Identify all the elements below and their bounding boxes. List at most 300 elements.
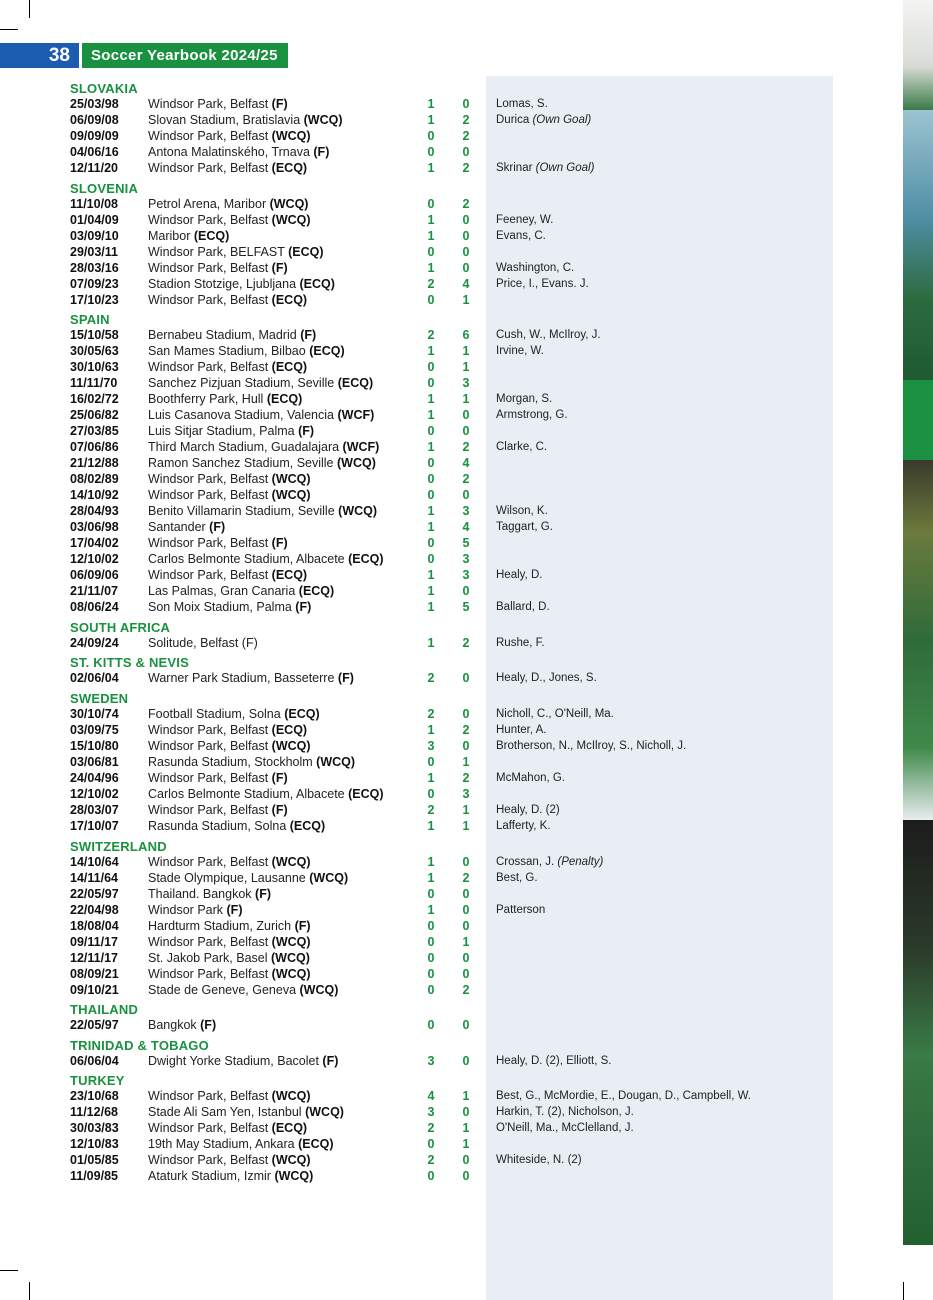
score-opponent: 0	[462, 671, 470, 686]
score-ni: 1	[427, 504, 435, 519]
match-competition: (WCQ)	[271, 854, 311, 869]
score-ni: 0	[427, 918, 435, 933]
scorers-cell	[496, 1104, 634, 1120]
match-competition: (WCQ)	[271, 1089, 311, 1104]
scorers: McMahon, G.	[496, 771, 566, 784]
score-opponent: 1	[462, 1137, 470, 1152]
match-venue: 19th May Stadium, Ankara	[148, 1137, 295, 1152]
score-ni: 2	[427, 1153, 435, 1168]
match-date: 03/09/75	[70, 722, 119, 737]
match-date: 12/10/83	[70, 1137, 119, 1152]
match-row	[70, 471, 770, 487]
score-opponent: 2	[462, 722, 470, 737]
match-date: 06/09/08	[70, 113, 119, 127]
match-row	[70, 503, 770, 519]
score-ni: 1	[427, 212, 435, 227]
match-row	[70, 567, 770, 583]
match-competition: (F)	[271, 260, 288, 275]
match-venue-cell	[148, 359, 307, 375]
match-venue-cell	[148, 754, 355, 770]
scorers-cell	[496, 96, 548, 112]
match-venue: Windsor Park, Belfast	[148, 770, 269, 785]
match-venue-cell	[148, 160, 307, 176]
score-opponent: 2	[462, 113, 470, 127]
match-row	[70, 375, 770, 391]
match-competition: (WCQ)	[305, 1105, 344, 1120]
score-opponent: 2	[462, 472, 470, 487]
scorers-cell	[496, 599, 550, 615]
match-venue: Windsor Park, Belfast	[148, 161, 269, 175]
scorers-cell	[496, 276, 589, 292]
crop-mark	[0, 1270, 18, 1271]
score-ni: 0	[427, 1018, 435, 1033]
match-venue-cell	[148, 96, 288, 112]
match-row	[70, 160, 770, 176]
score-opponent: 0	[462, 738, 470, 753]
score-opponent: 0	[462, 706, 470, 721]
score-opponent: 0	[462, 488, 470, 503]
match-venue-cell	[148, 870, 348, 886]
match-row	[70, 886, 770, 902]
match-row	[70, 343, 770, 359]
score-opponent: 1	[462, 802, 470, 817]
match-row	[70, 112, 770, 128]
match-competition: (F)	[200, 1018, 217, 1033]
match-venue: Football Stadium, Solna	[148, 706, 281, 721]
match-row	[70, 551, 770, 567]
score-ni: 1	[427, 228, 435, 243]
score-ni: 3	[427, 1105, 435, 1120]
match-date: 08/02/89	[70, 472, 119, 487]
match-date: 08/06/24	[70, 600, 119, 615]
match-venue-cell	[148, 854, 311, 870]
match-venue-cell	[148, 228, 229, 244]
country-heading: SLOVAKIA	[70, 81, 138, 96]
match-date: 09/10/21	[70, 982, 119, 997]
score-opponent: 0	[462, 966, 470, 981]
match-date: 02/06/04	[70, 671, 119, 686]
match-date: 24/09/24	[70, 635, 119, 650]
score-ni: 1	[427, 520, 435, 535]
match-row	[70, 966, 770, 982]
match-competition: (F)	[313, 145, 330, 159]
score-opponent: 1	[462, 754, 470, 769]
score-opponent: 2	[462, 161, 470, 175]
score-ni: 0	[427, 886, 435, 901]
match-row	[70, 407, 770, 423]
score-opponent: 4	[462, 520, 470, 535]
score-ni: 1	[427, 600, 435, 615]
score-ni: 0	[427, 950, 435, 965]
score-ni: 0	[427, 456, 435, 471]
match-competition: (ECQ)	[299, 276, 335, 291]
scorers-cell	[496, 635, 545, 651]
match-date: 07/06/86	[70, 440, 119, 455]
scorers: Durica	[496, 114, 530, 126]
match-competition: (WCQ)	[271, 738, 311, 753]
photo-segment	[903, 820, 933, 1245]
score-ni: 1	[427, 392, 435, 407]
match-venue: Luis Sitjar Stadium, Palma	[148, 424, 295, 439]
match-row	[70, 722, 770, 738]
score-ni: 1	[427, 854, 435, 869]
match-venue: Solitude, Belfast (F)	[148, 635, 258, 650]
match-venue-cell	[148, 1136, 334, 1152]
match-date: 12/10/02	[70, 552, 119, 567]
country-heading: SPAIN	[70, 312, 110, 328]
match-date: 24/04/96	[70, 770, 119, 785]
scorers-cell	[496, 567, 542, 583]
match-competition: (F)	[295, 600, 312, 615]
match-competition: (ECQ)	[284, 706, 320, 721]
match-venue-cell	[148, 1088, 311, 1104]
match-competition: (F)	[271, 536, 288, 551]
scorers-cell	[496, 519, 553, 535]
match-competition: (F)	[209, 520, 226, 535]
match-date: 22/04/98	[70, 902, 119, 917]
scorers: Wilson, K.	[496, 505, 548, 518]
match-venue: Windsor Park, Belfast	[148, 854, 269, 869]
match-venue-cell	[148, 802, 288, 818]
match-row	[70, 870, 770, 886]
scorers-cell	[496, 1152, 582, 1168]
scorers-cell	[496, 391, 552, 407]
match-date: 21/11/07	[70, 584, 118, 599]
score-ni: 2	[427, 671, 435, 686]
country-section	[70, 312, 770, 615]
score-ni: 0	[427, 536, 435, 551]
match-venue-cell	[148, 391, 302, 407]
match-date: 03/06/98	[70, 520, 119, 535]
scorers: Lafferty, K.	[496, 819, 551, 832]
score-ni: 1	[427, 635, 435, 650]
match-venue: Dwight Yorke Stadium, Bacolet	[148, 1053, 319, 1068]
match-venue-cell	[148, 1152, 311, 1168]
match-venue-cell	[148, 1104, 344, 1120]
scorers: Brotherson, N., McIlroy, S., Nicholl, J.	[496, 739, 687, 752]
score-ni: 2	[427, 1121, 435, 1136]
match-row	[70, 260, 770, 276]
match-competition: (WCF)	[337, 408, 375, 423]
match-date: 03/09/10	[70, 228, 119, 243]
match-venue-cell	[148, 950, 310, 966]
scorers: Washington, C.	[496, 261, 575, 274]
score-ni: 0	[427, 424, 435, 439]
match-venue: Windsor Park, Belfast	[148, 1153, 269, 1168]
match-competition: (WCQ)	[271, 488, 311, 503]
score-opponent: 2	[462, 440, 470, 455]
match-row	[70, 1088, 770, 1104]
match-date: 04/06/16	[70, 145, 119, 159]
match-venue: Windsor Park, Belfast	[148, 129, 269, 143]
scorers: Price, I., Evans. J.	[496, 277, 589, 290]
scorers-cell	[496, 1120, 634, 1136]
match-row	[70, 802, 770, 818]
match-row	[70, 934, 770, 950]
match-venue: Windsor Park, Belfast	[148, 802, 269, 817]
score-ni: 0	[427, 145, 435, 159]
country-heading: SWEDEN	[70, 690, 129, 706]
match-date: 17/10/23	[70, 292, 119, 307]
photo-segment	[903, 460, 933, 820]
match-competition: (F)	[300, 328, 317, 343]
match-venue: Windsor Park, Belfast	[148, 292, 269, 307]
match-row	[70, 535, 770, 551]
match-row	[70, 327, 770, 343]
match-venue: Carlos Belmonte Stadium, Albacete	[148, 552, 345, 567]
match-venue: St. Jakob Park, Basel	[148, 950, 268, 965]
match-competition: (WCQ)	[271, 966, 311, 981]
score-ni: 0	[427, 488, 435, 503]
match-competition: (F)	[298, 424, 315, 439]
match-venue: Windsor Park, Belfast	[148, 722, 269, 737]
match-date: 27/03/85	[70, 424, 119, 439]
country-section	[70, 691, 770, 834]
country-section	[70, 839, 770, 998]
score-ni: 0	[427, 754, 435, 769]
match-venue-cell	[148, 551, 384, 567]
match-venue-cell	[148, 770, 288, 786]
match-competition: (WCQ)	[269, 196, 309, 211]
match-venue: Antona Malatinského, Trnava	[148, 145, 310, 159]
match-row	[70, 1136, 770, 1152]
score-opponent: 0	[462, 854, 470, 869]
scorers: Armstrong, G.	[496, 409, 568, 422]
match-venue-cell	[148, 966, 311, 982]
scorers-cell	[496, 327, 601, 343]
scorers-cell	[496, 670, 597, 686]
scorers: Irvine, W.	[496, 345, 544, 358]
match-venue-cell	[148, 112, 343, 128]
page-number: 38	[0, 43, 79, 68]
match-venue: Carlos Belmonte Stadium, Albacete	[148, 786, 345, 801]
match-date: 15/10/80	[70, 738, 119, 753]
match-date: 12/11/20	[70, 161, 118, 175]
match-row	[70, 144, 770, 160]
match-row	[70, 96, 770, 112]
scorers: Ballard, D.	[496, 601, 550, 614]
scorer-note: (Own Goal)	[532, 114, 592, 126]
match-competition: (F)	[271, 802, 288, 817]
score-opponent: 3	[462, 552, 470, 567]
country-heading: SWITZERLAND	[70, 838, 167, 854]
scorers: Best, G.	[496, 871, 538, 884]
page-header	[0, 43, 288, 68]
match-row	[70, 439, 770, 455]
score-opponent: 2	[462, 635, 470, 650]
match-date: 09/09/09	[70, 129, 119, 143]
score-ni: 1	[427, 722, 435, 737]
score-opponent: 3	[462, 504, 470, 519]
match-row	[70, 196, 770, 212]
match-date: 22/05/97	[70, 1018, 119, 1033]
country-heading: ST. KITTS & NEVIS	[70, 655, 189, 671]
score-opponent: 0	[462, 260, 470, 275]
match-venue-cell	[148, 327, 316, 343]
match-competition: (ECQ)	[271, 1121, 308, 1136]
results-table	[70, 81, 770, 1189]
crop-mark	[0, 29, 18, 30]
match-date: 11/11/70	[70, 376, 118, 391]
match-date: 11/12/68	[70, 1105, 118, 1120]
scorers-cell	[496, 112, 591, 128]
score-opponent: 6	[462, 328, 470, 343]
match-venue-cell	[148, 423, 314, 439]
match-venue-cell	[148, 212, 311, 228]
scorers-cell	[496, 160, 594, 176]
score-ni: 4	[427, 1089, 435, 1104]
country-heading: TRINIDAD & TOBAGO	[70, 1037, 209, 1053]
match-competition: (ECQ)	[298, 584, 335, 599]
match-competition: (WCQ)	[274, 1169, 314, 1184]
match-competition: (ECQ)	[271, 722, 308, 737]
score-ni: 0	[427, 1137, 435, 1152]
scorers: Taggart, G.	[496, 521, 553, 534]
match-competition: (ECQ)	[271, 292, 308, 307]
match-competition: (ECQ)	[348, 552, 384, 567]
scorers: Skrinar	[496, 162, 533, 174]
country-heading: SLOVENIA	[70, 180, 139, 196]
scorers-cell	[496, 503, 548, 519]
match-competition: (F)	[294, 918, 311, 933]
match-venue-cell	[148, 599, 311, 615]
match-venue-cell	[148, 144, 329, 160]
match-competition: (WCQ)	[271, 212, 311, 227]
scorers: Cush, W., McIlroy, J.	[496, 329, 601, 342]
score-opponent: 5	[462, 536, 470, 551]
score-ni: 1	[427, 440, 435, 455]
match-venue-cell	[148, 1017, 216, 1033]
scorers-cell	[496, 738, 686, 754]
match-venue: Third March Stadium, Guadalajara	[148, 440, 340, 455]
match-row	[70, 918, 770, 934]
match-competition: (WCQ)	[271, 1153, 311, 1168]
score-ni: 3	[427, 1053, 435, 1068]
scorers-cell	[496, 902, 545, 918]
match-venue: Stade Olympique, Lausanne	[148, 870, 306, 885]
score-ni: 3	[427, 738, 435, 753]
match-date: 30/10/74	[70, 706, 119, 721]
match-venue: Boothferry Park, Hull	[148, 392, 264, 407]
score-ni: 0	[427, 244, 435, 259]
match-venue-cell	[148, 196, 308, 212]
scorers: O'Neill, Ma., McClelland, J.	[496, 1122, 634, 1135]
match-venue: Stade Ali Sam Yen, Istanbul	[148, 1105, 302, 1120]
match-venue-cell	[148, 1053, 338, 1069]
match-venue: Benito Villamarin Stadium, Seville	[148, 504, 335, 519]
country-section	[70, 81, 770, 176]
match-venue-cell	[148, 471, 311, 487]
match-venue-cell	[148, 1168, 313, 1184]
scorers: Healy, D. (2)	[496, 803, 560, 816]
scorers-cell	[496, 706, 614, 722]
score-opponent: 0	[462, 145, 470, 159]
match-venue-cell	[148, 455, 376, 471]
score-ni: 0	[427, 1169, 435, 1184]
score-ni: 0	[427, 360, 435, 375]
match-venue-cell	[148, 439, 379, 455]
scorers: Evans, C.	[496, 229, 546, 242]
score-ni: 2	[427, 802, 435, 817]
score-opponent: 0	[462, 584, 470, 599]
scorers: Feeney, W.	[496, 213, 554, 226]
match-row	[70, 128, 770, 144]
match-venue: Windsor Park, BELFAST	[148, 244, 285, 259]
match-row	[70, 423, 770, 439]
score-opponent: 0	[462, 424, 470, 439]
score-ni: 0	[427, 552, 435, 567]
score-ni: 0	[427, 966, 435, 981]
score-opponent: 2	[462, 982, 470, 997]
match-row	[70, 786, 770, 802]
score-ni: 1	[427, 818, 435, 833]
match-competition: (ECQ)	[271, 360, 308, 375]
score-ni: 0	[427, 196, 435, 211]
scorers-cell	[496, 1053, 611, 1069]
score-ni: 1	[427, 113, 435, 127]
match-row	[70, 228, 770, 244]
score-ni: 0	[427, 129, 435, 143]
country-section	[70, 1038, 770, 1069]
match-competition: (ECQ)	[193, 228, 230, 243]
match-date: 01/05/85	[70, 1153, 119, 1168]
match-venue-cell	[148, 982, 338, 998]
match-date: 30/03/83	[70, 1121, 119, 1136]
score-opponent: 0	[462, 886, 470, 901]
match-competition: (WCQ)	[271, 950, 310, 965]
match-row	[70, 902, 770, 918]
match-row	[70, 818, 770, 834]
scorers: Healy, D.	[496, 569, 543, 582]
match-venue: Maribor	[148, 228, 191, 243]
match-venue: Windsor Park, Belfast	[148, 97, 269, 111]
country-section	[70, 1002, 770, 1033]
match-venue: Luis Casanova Stadium, Valencia	[148, 408, 334, 423]
match-date: 25/06/82	[70, 408, 119, 423]
match-competition: (ECQ)	[337, 376, 374, 391]
match-date: 09/11/17	[70, 934, 118, 949]
match-date: 14/11/64	[70, 870, 118, 885]
scorers-cell	[496, 212, 553, 228]
score-ni: 2	[427, 706, 435, 721]
score-ni: 1	[427, 870, 435, 885]
score-ni: 2	[427, 328, 435, 343]
match-competition: (ECQ)	[348, 786, 384, 801]
match-venue: Ramon Sanchez Stadium, Seville	[148, 456, 334, 471]
score-opponent: 0	[462, 408, 470, 423]
match-date: 01/04/09	[70, 212, 119, 227]
scorers-cell	[496, 802, 560, 818]
match-date: 07/09/23	[70, 276, 119, 291]
page-title: Soccer Yearbook 2024/25	[82, 43, 288, 68]
match-competition: (WCQ)	[316, 754, 356, 769]
score-ni: 0	[427, 982, 435, 997]
photo-segment	[903, 380, 933, 460]
score-opponent: 5	[462, 600, 470, 615]
score-opponent: 0	[462, 244, 470, 259]
match-competition: (WCQ)	[303, 113, 343, 127]
match-date: 23/10/68	[70, 1089, 119, 1104]
score-ni: 1	[427, 260, 435, 275]
score-ni: 1	[427, 584, 435, 599]
match-row	[70, 706, 770, 722]
match-competition: (WCQ)	[337, 456, 376, 471]
score-opponent: 3	[462, 568, 470, 583]
score-ni: 1	[427, 770, 435, 785]
score-opponent: 0	[462, 950, 470, 965]
match-venue: San Mames Stadium, Bilbao	[148, 344, 306, 359]
match-date: 29/03/11	[70, 244, 118, 259]
